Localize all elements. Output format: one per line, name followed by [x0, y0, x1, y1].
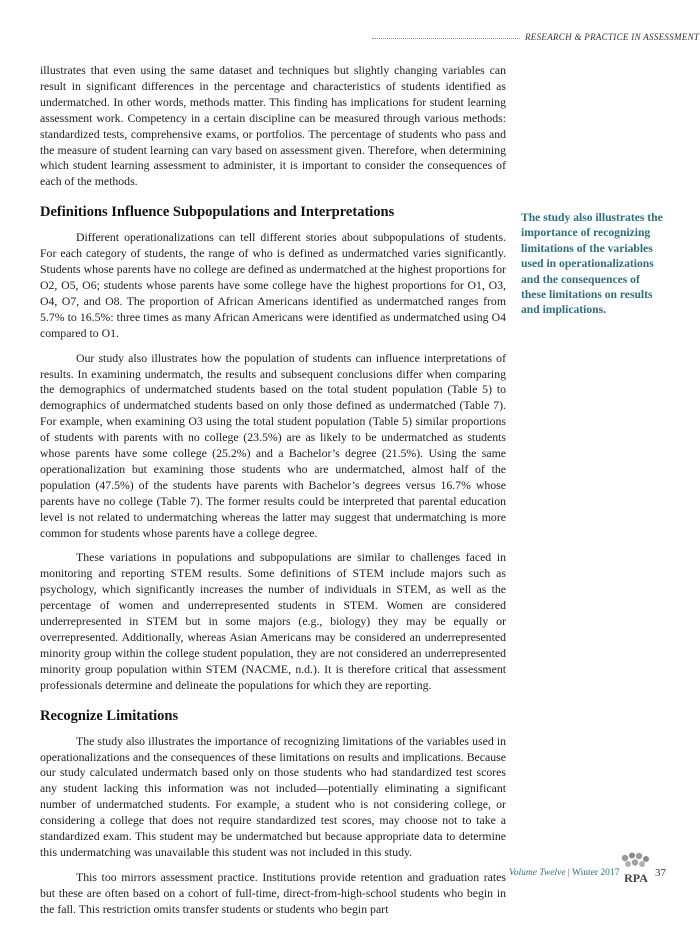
pull-quote: The study also illustrates the importance of recognizing limitations of the variables used in operationalizations and the consequences of these limitations on results and implications.: [521, 211, 663, 317]
page-number: 37: [655, 867, 666, 879]
rpa-logo-icon: [619, 852, 653, 888]
running-header: RESEARCH & PRACTICE IN ASSESSMENT: [525, 32, 700, 42]
paragraph: These variations in populations and subpopulations are similar to challenges faced in monitoring and reporting STEM results. Some definitions of STEM include majors such as psychology, which significantly increases the number of individuals in STEM, as well as the percentage of women and underrepresented students in STEM. Women are considered underrepresented in STEM but in some majors (e.g., biology) they may be equally or overrepresented. Additionally, whereas Asian Americans may be considered an underrepresented minority group within the college student population, they are not considered an underrepresented minority group population within STEM (NACME, n.d.). It is therefore critical that assessment professionals determine and delineate the populations for which they are reporting.: [40, 550, 506, 692]
header-dotted-rule: [372, 38, 520, 39]
section-heading: Recognize Limitations: [40, 707, 179, 724]
footer-separator: |: [565, 868, 573, 878]
footer-volume: Volume Twelve: [509, 868, 566, 878]
paragraph: The study also illustrates the importance of recognizing limitations of the variables used in operationalizations and the consequences of these limitations on results and implications. Because our study calculated undermatch based only on those students who had standardized test scores any student lacking this information was not included—potentially eliminating a significant number of undermatched students. For example, a student who is not considering college, or considering a college that does not require standardized test scores, may choose not to take a standardized exam. This student may be undermatched but because appropriate data to determine this undermatching was unavailable this student was not included in this study.: [40, 733, 506, 859]
logo-text: RPA: [624, 871, 648, 885]
footer-journal-info: [509, 868, 619, 878]
paragraph: illustrates that even using the same dataset and techniques but slightly changing variables can result in significant differences in the percentage and characteristics of students identified as undermatched. In other words, methods matter. This finding has implications for student learning assessment work. Competency in a certain discipline can be measured through various methods: standardized tests, comprehensive exams, or portfolios. The percentage of students who pass and the measure of student learning can vary based on assessment given. Therefore, when determining which student learning assessment to administer, it is important to consider the consequences of each of the methods.: [40, 63, 506, 189]
paragraph: Our study also illustrates how the population of students can influence interpretations of results. In examining undermatch, the results and subsequent conclusions differ when comparing the demographics of undermatched students based on the total student population (Table 5) to demographics of undermatched students based on only those defined as undermatched (Table 7). For example, when examining O3 using the total student population (Table 5) similar proportions of students with parents with no college (23.5%) are as likely to be undermatched as students whose parents have some college (25.2%) and a Bachelor’s degree (21.5%). Using the same operationalization but examining those students who are undermatched, almost half of the population (47.5%) of the students have parents with Bachelor’s degrees versus 16.7% whose parents have no college (Table 7). The former results could be interpreted that parental education level is not related to undermatching whereas the latter may suggest that undermatching is more common for students whose parents have a college degree.: [40, 350, 506, 540]
footer-issue: Winter 2017: [572, 868, 620, 878]
section-heading: Definitions Influence Subpopulations and Interpretations: [40, 204, 395, 221]
article-body: [40, 63, 506, 927]
paragraph: Different operationalizations can tell different stories about subpopulations of students. For each category of students, the range of who is defined as undermatched varies significantly. Students whose parents have no college are defined as undermatched at the highest proportions for O2, O5, O6; students whose parents have some college have the highest proportions for O1, O3, O4, O7, and O8. The proportion of African Americans identified as undermatched ranges from 5.7% to 16.5%: three times as many African Americans were identified as undermatched using O4 compared to O1.: [40, 230, 506, 340]
paragraph: This too mirrors assessment practice. Institutions provide retention and graduation rates but these are often based on a cohort of full-time, direct-from-high-school students who begin in the fall. This restriction omits transfer students or students who begin part: [40, 869, 506, 916]
